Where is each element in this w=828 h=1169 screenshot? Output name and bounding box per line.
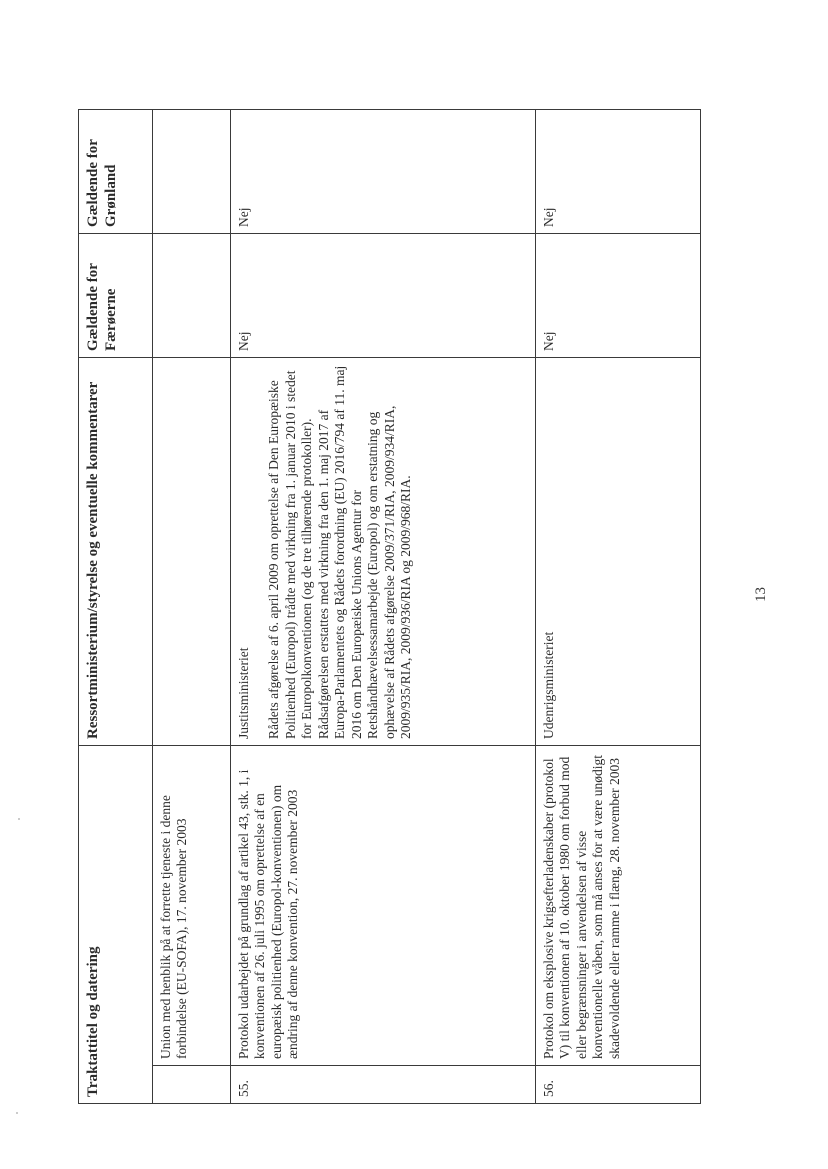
ministry-comment: Rådets afgørelse af 6. april 2009 om oprettelse af Den Europæiske Politienhed (Europol) trådte med virkning fra 1. januar 2010 i stedet for Europolkonventionen (og de tre tilhørende protokoller). Rådsafgørelsen erstattes med virkning fra den 1. maj 2017 af Europa-Parlamentets og Rådets forordning (EU) 2016/794 af 11. maj 2016 om Den Europæiske Unions Agentur for Retshåndhævelsessamarbejde (Europol) og om erstatning og ophævelse af Rådets afgørelse 2009/371/RIA, 2009/934/RIA, 2009/935/RIA, 2009/936/RIA og 2009/968/RIA. <box>266 365 414 739</box>
row-number <box>153 1066 231 1104</box>
header-greenland: Gældende for Grønland <box>79 110 153 234</box>
page-number: 13 <box>753 587 769 602</box>
greenland-cell <box>153 110 231 234</box>
ministry-cell <box>231 358 536 746</box>
ministry-cell <box>153 358 231 746</box>
scan-speck <box>16 1112 18 1114</box>
table-row <box>153 110 231 1104</box>
faroe-cell: Nej <box>536 234 701 358</box>
greenland-cell: Nej <box>231 110 536 234</box>
header-ministry: Ressortministerium/styrelse og eventuelle kommentarer <box>79 358 153 746</box>
ministry-name: Udenrigsministeriet <box>541 631 556 739</box>
table-row <box>231 110 536 1104</box>
treaty-table <box>78 109 701 1104</box>
scan-speck <box>18 818 20 820</box>
treaty-title: Union med henblik på at forrette tjeneste i denne forbindelse (EU-SOFA), 17. november 2003 <box>153 746 231 1066</box>
faroe-cell <box>153 234 231 358</box>
table-row <box>536 110 701 1104</box>
greenland-cell: Nej <box>536 110 701 234</box>
row-number: 56. <box>536 1066 701 1104</box>
ministry-cell <box>536 358 701 746</box>
header-faroe: Gældende for Færøerne <box>79 234 153 358</box>
faroe-cell: Nej <box>231 234 536 358</box>
rotated-table-wrapper <box>78 110 700 1104</box>
treaty-title: Protokol udarbejdet på grundlag af artikel 43, stk. 1, i konventionen af 26. juli 1995 om oprettelse af en europæisk politienhed (Europol-konventionen) om ændring af denne konvention, 27. november 2003 <box>231 746 536 1066</box>
header-title: Traktattitel og datering <box>79 746 153 1104</box>
ministry-name: Justitsministeriet <box>236 647 251 739</box>
treaty-title: Protokol om eksplosive krigsefterladenskaber (protokol V) til konventionen af 10. oktober 1980 om forbud mod eller begrænsninger i anvendelsen af visse konventionelle våben, som må anses for at være unødigt skadevoldende eller ramme i flæng, 28. november 2003 <box>536 746 701 1066</box>
table-header-row <box>79 110 153 1104</box>
row-number: 55. <box>231 1066 536 1104</box>
